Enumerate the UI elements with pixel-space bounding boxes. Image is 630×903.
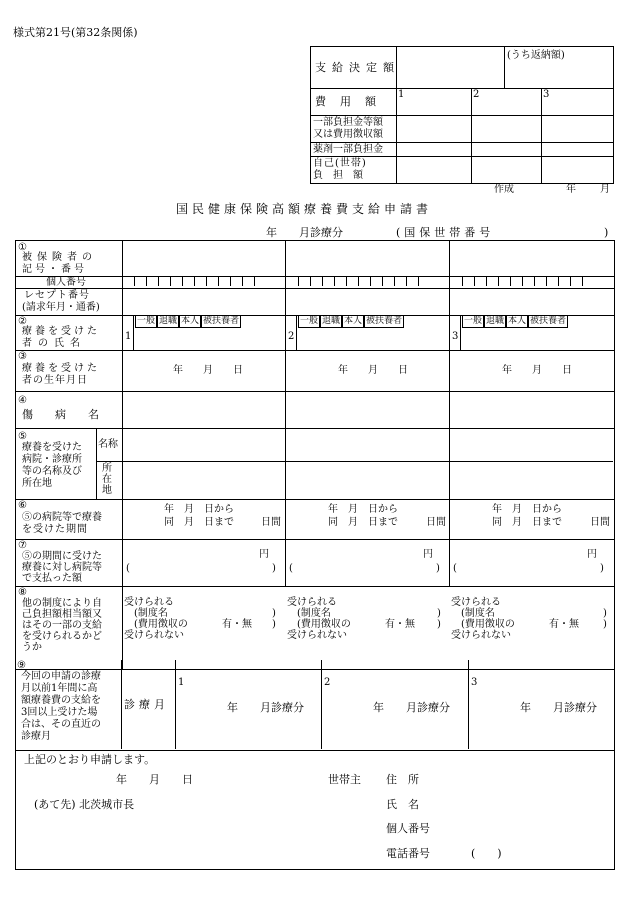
row6-number: ⑥	[18, 500, 27, 511]
patient-col-2-number: 2	[288, 331, 295, 342]
refund-note: (うち返納額)	[507, 50, 565, 61]
can-receive-1[interactable]: 受けられる	[124, 597, 174, 608]
cannot-receive-3[interactable]: 受けられない	[451, 630, 511, 641]
period-from-1[interactable]: 年 月 日から	[164, 504, 234, 515]
paid-open-3: (	[453, 563, 457, 574]
cost-col-1: 1	[398, 89, 405, 100]
addressee: (あて先) 北茨城市長	[34, 798, 135, 811]
category-self-2[interactable]: 本人	[344, 316, 363, 326]
row9-col-3-number: 3	[471, 677, 478, 688]
row7-label-3: で支払った額	[22, 573, 82, 584]
row3-label-2: 者の生年月日	[22, 375, 88, 386]
paid-close-1: )	[272, 563, 276, 574]
self-burden-label-1: 自己(世帯)	[313, 158, 367, 169]
category-general-1[interactable]: 一般	[137, 316, 156, 326]
system-name-close-2: )	[437, 608, 441, 619]
household-number-close: )	[604, 226, 609, 239]
period-to-2[interactable]: 同 月 日まで	[328, 517, 398, 528]
row9-block	[15, 660, 615, 750]
my-number-label: 個人番号	[46, 277, 86, 288]
paid-open-1: (	[126, 563, 130, 574]
householder-label: 世帯主	[328, 773, 361, 786]
row6-label-1: ⑤の病院等で療養	[22, 512, 102, 523]
cannot-receive-1[interactable]: 受けられない	[124, 630, 184, 641]
row5-label-1: 療養を受けた	[22, 442, 82, 453]
category-dependent-3[interactable]: 被扶養者	[530, 316, 567, 326]
row9-col-2-number: 2	[324, 677, 331, 688]
form-number: 様式第21号(第32条関係)	[13, 26, 138, 39]
row4-number: ④	[18, 395, 27, 406]
claim-period: 年 月診療分	[266, 226, 343, 239]
patient-col-2[interactable]	[286, 315, 449, 350]
cost-label: 費用額	[315, 95, 390, 108]
category-retired-3[interactable]: 退職	[486, 316, 505, 326]
address-label: 住 所	[386, 773, 419, 786]
system-name-close-3: )	[603, 608, 607, 619]
fee-yes-no-1[interactable]: 有・無	[222, 619, 252, 630]
my-number-boxes[interactable]	[122, 276, 614, 288]
category-general-3[interactable]: 一般	[464, 316, 483, 326]
creation-year: 年	[566, 184, 576, 195]
creation-label: 作成	[494, 184, 514, 195]
row9-label-4: 3回以上受けた場	[21, 707, 98, 718]
patient-col-3[interactable]	[450, 315, 614, 350]
row7-number: ⑦	[18, 540, 27, 551]
row8-label-4: を受けられるかど	[22, 631, 102, 642]
self-burden-label-2: 負担額	[313, 170, 373, 181]
row9-sub-label: 診療月	[124, 698, 169, 711]
phone-label: 電話番号	[386, 847, 430, 860]
row9-label-1: 今回の申請の診療	[21, 671, 101, 682]
row4-label: 傷病名	[22, 408, 121, 421]
birthdate-3[interactable]: 年 月 日	[502, 365, 572, 376]
other-system-col-1[interactable]	[124, 597, 284, 657]
row9-label-5: 合は、その直近の	[21, 719, 101, 730]
row9-period-2[interactable]: 年 月診療分	[373, 701, 450, 714]
payment-decision-table	[310, 46, 614, 184]
drug-burden-label: 薬剤一部負担金	[313, 144, 383, 155]
fee-close-1: )	[272, 619, 276, 630]
system-name-1: (制度名	[134, 608, 168, 619]
partial-burden-label-1: 一部負担金等額	[313, 117, 383, 128]
row2-label-2: 者の氏名	[22, 338, 86, 349]
other-system-col-2[interactable]	[287, 597, 447, 657]
row5-number: ⑤	[18, 431, 27, 442]
birthdate-2[interactable]: 年 月 日	[338, 365, 408, 376]
row5-label-2: 病院・診療所	[22, 454, 82, 465]
name-label: 氏 名	[386, 798, 419, 811]
row9-label-2: 月以前1年間に高	[21, 683, 98, 694]
row3-number: ③	[18, 351, 27, 362]
receipt-number-sub: (請求年月・通番)	[22, 302, 100, 313]
period-to-3[interactable]: 同 月 日まで	[492, 517, 562, 528]
fee-yes-no-3[interactable]: 有・無	[549, 619, 579, 630]
declaration: 上記のとおり申請します。	[24, 753, 156, 766]
period-days-3: 日間	[590, 517, 610, 528]
facility-address-label-3: 地	[102, 485, 112, 496]
period-to-1[interactable]: 同 月 日まで	[164, 517, 234, 528]
my-number-footer-label: 個人番号	[386, 822, 430, 835]
form-title: 国民健康保険高額療養費支給申請書	[176, 202, 433, 216]
row1-label-2: 記号・番号	[22, 264, 87, 275]
can-receive-2[interactable]: 受けられる	[287, 597, 337, 608]
fee-collection-3: (費用徴収の	[461, 619, 515, 630]
category-self-1[interactable]: 本人	[181, 316, 200, 326]
period-from-2[interactable]: 年 月 日から	[328, 504, 398, 515]
partial-burden-label-2: 又は費用徴収額	[313, 129, 383, 140]
row9-period-1[interactable]: 年 月診療分	[227, 701, 304, 714]
row3-label-1: 療養を受けた	[22, 363, 100, 374]
paid-close-3: )	[600, 563, 604, 574]
row2-label-1: 療養を受けた	[22, 326, 100, 337]
row9-label-6: 診療月	[21, 731, 51, 742]
row5-label-4: 所在地	[22, 478, 52, 489]
application-date[interactable]: 年 月 日	[116, 773, 193, 786]
row8-number: ⑧	[18, 587, 27, 598]
cost-col-2: 2	[473, 89, 480, 100]
category-retired-1[interactable]: 退職	[159, 316, 178, 326]
facility-name-label: 名称	[98, 439, 118, 450]
row8-label-1: 他の制度により自	[22, 598, 102, 609]
applicant-section	[15, 749, 615, 870]
other-system-col-3[interactable]	[451, 597, 613, 657]
period-days-2: 日間	[426, 517, 446, 528]
category-self-3[interactable]: 本人	[508, 316, 527, 326]
row9-label-3: 額療養費の支給を	[21, 695, 101, 706]
patient-col-1-number: 1	[125, 331, 132, 342]
patient-col-3-number: 3	[452, 331, 459, 342]
row8-label-3: はその一部の支給	[22, 620, 102, 631]
paid-yen-1: 円	[259, 549, 269, 560]
row7-label-2: 療養に対し病院等	[22, 562, 102, 573]
row5-label-3: 等の名称及び	[22, 466, 82, 477]
fee-yes-no-2[interactable]: 有・無	[385, 619, 415, 630]
row8-label-5: うか	[22, 642, 42, 653]
period-from-3[interactable]: 年 月 日から	[492, 504, 562, 515]
facility-address-label-2: 在	[102, 474, 112, 485]
row1-label-1: 被保険者の	[22, 252, 97, 263]
birthdate-1[interactable]: 年 月 日	[173, 365, 243, 376]
category-dependent-1[interactable]: 被扶養者	[203, 316, 240, 326]
row2-number: ②	[18, 316, 27, 327]
row7-label-1: ⑤の期間に受けた	[22, 551, 102, 562]
paid-yen-3: 円	[587, 549, 597, 560]
cost-col-3: 3	[543, 89, 550, 100]
cannot-receive-2[interactable]: 受けられない	[287, 630, 347, 641]
row9-num-top: ⑨	[17, 660, 26, 671]
system-name-3: (制度名	[461, 608, 495, 619]
system-name-close-1: )	[272, 608, 276, 619]
row9-period-3[interactable]: 年 月診療分	[520, 701, 597, 714]
paid-close-2: )	[436, 563, 440, 574]
paid-open-2: (	[289, 563, 293, 574]
row9-col-1-number: 1	[178, 677, 185, 688]
paid-yen-2: 円	[423, 549, 433, 560]
row8-label-2: 己負担額相当額又	[22, 609, 102, 620]
fee-close-3: )	[603, 619, 607, 630]
row1-number: ①	[18, 242, 27, 253]
category-general-2[interactable]: 一般	[300, 316, 319, 326]
can-receive-3[interactable]: 受けられる	[451, 597, 501, 608]
fee-close-2: )	[437, 619, 441, 630]
patient-col-1[interactable]	[123, 315, 285, 350]
phone-paren[interactable]: ( )	[471, 847, 502, 860]
row6-label-2: を受けた期間	[22, 524, 88, 535]
category-retired-2[interactable]: 退職	[322, 316, 341, 326]
facility-address-label-1: 所	[102, 463, 112, 474]
system-name-2: (制度名	[297, 608, 331, 619]
creation-month: 月	[600, 184, 610, 195]
fee-collection-1: (費用徴収の	[134, 619, 188, 630]
period-days-1: 日間	[261, 517, 281, 528]
payment-amount-label: 支給決定額	[315, 61, 400, 74]
household-number-label: (国保世帯番号	[396, 226, 495, 239]
category-dependent-2[interactable]: 被扶養者	[366, 316, 403, 326]
receipt-number-label: レセプト番号	[24, 290, 90, 301]
fee-collection-2: (費用徴収の	[297, 619, 351, 630]
